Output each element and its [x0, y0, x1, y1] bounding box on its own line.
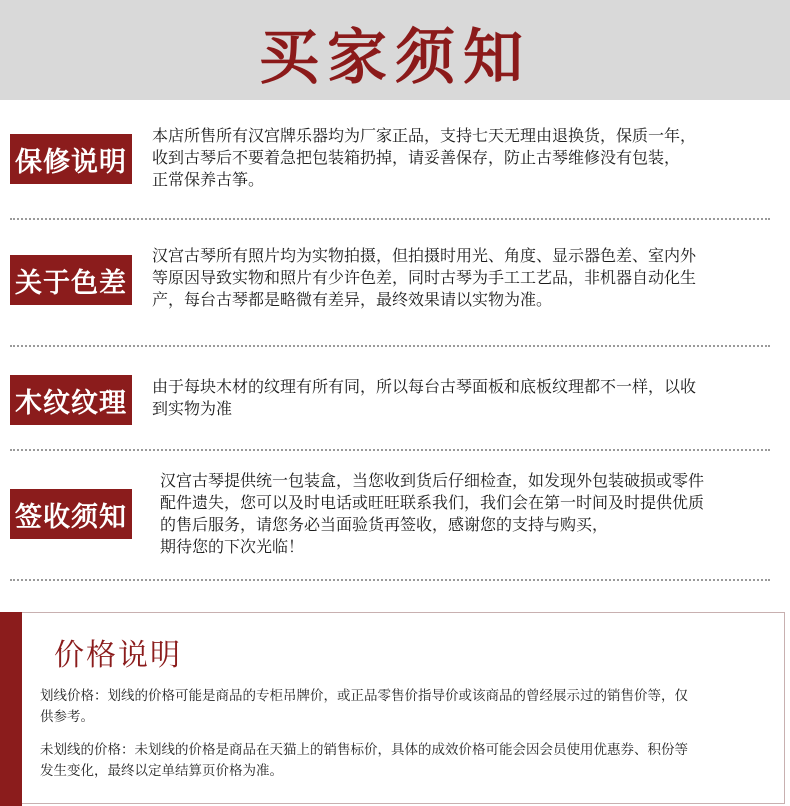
warranty-badge: 保修说明 — [10, 134, 132, 184]
divider — [10, 449, 770, 451]
divider — [10, 218, 770, 220]
color-difference-text: 汉宫古琴所有照片均为实物拍摄，但拍摄时用光、角度、显示器色差、室内外 等原因导致实物和照片有少许色差，同时古琴为手工工艺品，非机器自动化生 产，每台古琴都是略微有差异，最终效果请以实物为准。 — [152, 246, 697, 309]
header-banner — [0, 0, 790, 100]
price-accent-bar — [0, 612, 22, 806]
price-title: 价格说明 — [54, 638, 182, 673]
wood-grain-text: 由于每块木材的纹理有所有同，所以每台古琴面板和底板纹理都不一样，以收 到实物为准 — [152, 377, 697, 418]
page-title: 买家须知 — [259, 23, 531, 93]
color-difference-badge: 关于色差 — [10, 255, 132, 305]
divider — [10, 345, 770, 347]
wood-grain-badge: 木纹纹理 — [10, 375, 132, 425]
strikethrough-price-note: 划线价格：划线的价格可能是商品的专柜吊牌价，或正品零售价指导价或该商品的曾经展示过的销售价等，仅 供参考。 — [40, 688, 688, 725]
divider — [10, 579, 770, 581]
receipt-text: 汉宫古琴提供统一包装盒，当您收到货后仔细检查，如发现外包装破损或零件 配件遗失，您可以及时电话或旺旺联系我们，我们会在第一时间及时提供优质 的售后服务，请您务必当面验货再签收，感谢您的支持与购买， 期待您的下次光临！ — [160, 471, 705, 556]
warranty-text: 本店所售所有汉宫牌乐器均为厂家正品，支持七天无理由退换货，保质一年， 收到古琴后不要着急把包装箱扔掉，请妥善保存，防止古琴维修没有包装， 正常保养古筝。 — [152, 126, 697, 189]
unmarked-price-note: 未划线的价格：未划线的价格是商品在天猫上的销售标价，具体的成效价格可能会因会员使用优惠券、积份等 发生变化，最终以定单结算页价格为准。 — [40, 742, 688, 779]
receipt-badge: 签收须知 — [10, 489, 132, 539]
